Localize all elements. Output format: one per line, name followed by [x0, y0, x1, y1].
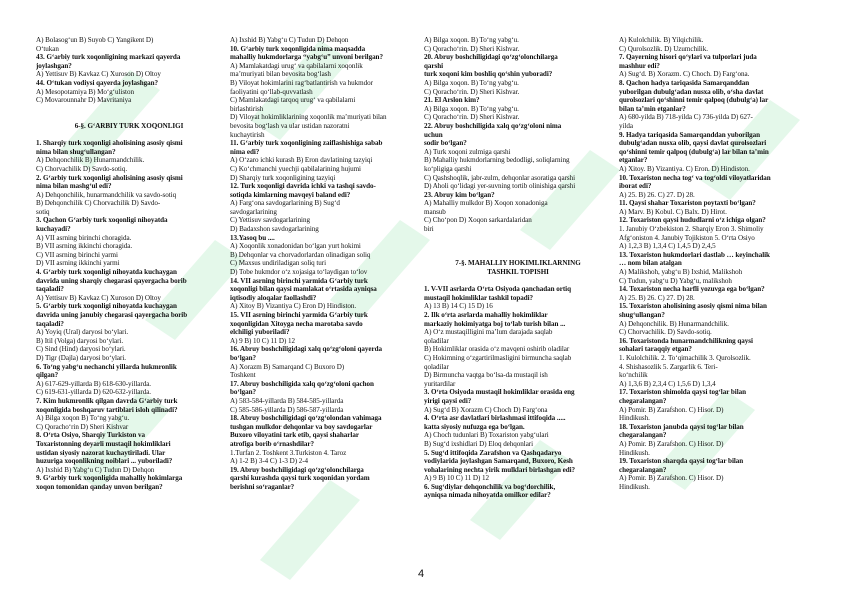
- question-line: 1. Sharqiy turk xoqonligi aholisining asosiy qismi: [36, 139, 183, 148]
- question-line: 14. Toxariston necha harfli yozuvga ega bo‘lgan?: [619, 285, 765, 294]
- answer-line: A) 9 B) 10 C) 11 D) 12: [230, 336, 296, 345]
- question-line: xoqonligida boshqaruv tartiblari isloh qilinadi?: [36, 405, 178, 414]
- answer-line: A) Dehqonchilik B) Hunarmandchilik.: [36, 156, 145, 165]
- question-line: qarshi kurashda qaysi turk xoqonidan yordam: [230, 474, 370, 483]
- question-line: 13.Yasoq bu ....: [230, 233, 275, 242]
- question-line: iborat edi?: [619, 182, 652, 191]
- question-line: 17. Toxariston shimolda qaysi tog‘lar bilan: [619, 388, 747, 397]
- question-line: 1. V-VII asrlarda O‘rta Osiyoda qanchadan ortiq: [424, 285, 571, 294]
- answer-line: A) 13 B) 14 C) 15 D) 16: [424, 302, 493, 311]
- answer-line: A) Pomir. B) Zarafshon. C) Hisor. D): [619, 405, 724, 414]
- answer-line: savdogarlarining: [230, 207, 277, 216]
- question-line: bo‘lgan?: [230, 388, 257, 397]
- question-line: etganlar?: [619, 156, 648, 165]
- answer-line: C) Chorvachilik D) Savdo-sotiq.: [36, 164, 128, 173]
- answer-line: yilda: [619, 121, 633, 130]
- answer-line: A) Turk xoqoni zulmiga qarshi: [424, 147, 511, 156]
- answer-line: C) 619-631-yillarda D) 620-632-yillarda.: [36, 388, 152, 397]
- answer-line: A) Choch tudunlari B) Toxariston yabg‘ulari: [424, 431, 549, 440]
- answer-line: A) Sug‘d. B) Xorazm. C) Choch. D) Farg‘ona.: [619, 70, 750, 79]
- answer-line: Afg‘oniston 4. Janubiy Tojikiston 5. O‘rta Osiyo: [619, 233, 755, 242]
- question-line: sotiqda kimlarning mavqeyi baland edi?: [230, 190, 351, 199]
- question-line: chegaralangan?: [619, 465, 667, 474]
- question-line: xoqon tomonidan qanday unvon berilgan?: [36, 482, 163, 491]
- question-line: 7. Qayerning hisori qo‘ylari va tulporlari juda: [619, 53, 757, 62]
- answer-line: C) Maxsus undiriladigan soliq turi: [230, 259, 327, 268]
- answer-line: A) Mesopotamiya B) Mo‘g‘uliston: [36, 87, 134, 96]
- answer-line: A) Yettisuv B) Kavkaz C) Xuroson D) Oltoy: [36, 293, 161, 302]
- answer-line: D) VII asrning ikkinchi yarmi: [36, 259, 120, 268]
- answer-line: D) Badaxshon savdogarlarining: [230, 225, 319, 234]
- question-line: bilan ta’min etganlar?: [619, 104, 686, 113]
- answer-line: B) Mahalliy hukmdorlarning bedodligi, soliqlarning: [424, 156, 570, 165]
- question-line: ustidan siyosiy nazorat kuchaytiriladi. Ular: [36, 448, 166, 457]
- question-line: 11. Qaysi shahar Toxariston poytaxti bo‘lgan?: [619, 199, 756, 208]
- question-line: huzuriga xoqonlikning noiblari ... yuboriladi?: [36, 457, 173, 466]
- blank-line: [424, 251, 612, 260]
- blank-line: [36, 113, 222, 122]
- answer-line: C) Chorvachilik. D) Savdo-sotiq.: [619, 328, 712, 337]
- question-line: 20. Abruy boshchiligidagi qo‘zg‘olonchilarga: [424, 53, 558, 62]
- question-line: qarshi: [424, 61, 444, 70]
- answer-line: A) Bilga xoqon. B) To‘ng yabg‘u.: [424, 78, 519, 87]
- answer-line: A) Bilga xoqon B) To‘ng yabg‘u.: [36, 414, 130, 423]
- question-line: taqaladi?: [36, 319, 64, 328]
- answer-line: D) Viloyat hokimliklarining xoqonlik ma’muriyati bilan: [230, 113, 387, 122]
- question-line: 5. G‘arbiy turk xoqonligi nihoyatda kuchaygan: [36, 302, 177, 311]
- answer-line: A) Pomir. B) Zarafshon. C) Hisor. D): [619, 439, 724, 448]
- answer-line: C) Ko‘chmanchi yuechji qabilalarining hujumi: [230, 164, 361, 173]
- answer-line: C) Yettisuv savdogarlarining: [230, 216, 310, 225]
- question-line: 9. Hadya tariqasida Samarqanddan yuborilgan: [619, 130, 761, 139]
- question-line: 21. El Arslon kim?: [424, 96, 480, 105]
- answer-line: C) Mamlakatdagi tarqoq urug‘ va qabilalarni: [230, 96, 356, 105]
- question-line: nima edi?: [230, 147, 260, 156]
- answer-line: A) 1,3,6 B) 2,3,4 C) 1,5,6 D) 1,3,4: [619, 379, 716, 388]
- question-line: 9. G‘arbiy turk xoqonligida mahalliy hokimlarga: [36, 474, 183, 483]
- answer-line: C) 585-586-yillarda D) 586-587-yillarda: [230, 405, 344, 414]
- answer-line: A) Malikshoh, yabg‘u B) Ixshid, Malikshoh: [619, 268, 743, 277]
- question-line: mashhur edi?: [619, 61, 660, 70]
- question-line: nima bilan mashg‘ul edi?: [36, 182, 112, 191]
- answer-line: Hindikush.: [619, 448, 650, 457]
- answer-line: A) Sug‘d B) Xorazm C) Choch D) Farg‘ona: [424, 405, 548, 414]
- answer-line: B) Dehqonchilik C) Chorvachilik D) Savdo-: [36, 199, 161, 208]
- answer-line: C) VII asrning birinchi yarmi: [36, 250, 118, 259]
- answer-line: A) 25. B) 26. C) 27. D) 28.: [619, 293, 695, 302]
- answer-line: A) O‘z mustaqilligini ma’lum darajada saqlab: [424, 328, 553, 337]
- question-line: nima bilan shug‘ullangan?: [36, 147, 116, 156]
- answer-line: biri: [424, 225, 434, 234]
- question-line: tushgan mulkdor dehqonlar va boy savdogarlar: [230, 422, 373, 431]
- answer-line: A) Xitoy. B) Vizantiya. C) Eron. D) Hindiston.: [619, 164, 750, 173]
- answer-line: A) Mahalliy mulkdor B) Xoqon xonadoniga: [424, 199, 548, 208]
- answer-line: A) Marv. B) Kobul. C) Balx. D) Hirot.: [619, 207, 727, 216]
- answer-line: ma’muriyati bilan bevosita bog‘lash: [230, 70, 331, 79]
- question-line: 16. Abruy boshchiligidagi xalq qo‘zg‘oloni qayerda: [230, 345, 383, 354]
- answer-line: A) 583-584-yillarda B) 584-585-yillarda: [230, 396, 344, 405]
- section-heading: TASHKIL TOPISHI: [487, 268, 549, 277]
- answer-line: faoliyatini qo‘llab-quvvatlash: [230, 87, 313, 96]
- answer-line: D) Aholi qo‘lidagi yer-suvning tortib olinishiga qarshi: [424, 182, 576, 191]
- answer-line: 4. Shishasozlik 5. Zargarlik 6. Teri-: [619, 362, 718, 371]
- question-line: 12. Toxariston qaysi hududlarni o‘z ichiga olgan?: [619, 216, 766, 225]
- question-line: bo‘lgan?: [230, 353, 257, 362]
- answer-line: bevosita bog‘lash va ular ustidan nazoratni: [230, 121, 350, 130]
- answer-line: D) Tobe hukmdor o‘z xojasiga to‘laydigan to‘lov: [230, 268, 368, 277]
- question-line: 4. O‘rta asr davlatlari birlashmasi ittifoqida .....: [424, 414, 566, 423]
- answer-line: qoladilar: [424, 362, 449, 371]
- section-heading: 7-§. MAHALLIY HOKIMLIKLARNING: [455, 259, 581, 268]
- answer-line: A) Pomir. B) Zarafshon. C) Hisor. D): [619, 474, 724, 483]
- question-line: 6. To‘ng yabg‘u nechanchi yillarda hukmronlik: [36, 362, 177, 371]
- question-line: turk xoqoni kim boshliq qo‘shin yuboradi?: [424, 70, 553, 79]
- answer-line: D) Tigr (Dajla) daryosi bo‘ylari.: [36, 353, 126, 362]
- question-line: mustaqil hokimliklar tashkil topadi?: [424, 293, 534, 302]
- question-line: 2. G‘arbiy turk xoqonligi aholisining asosiy qismi: [36, 173, 183, 182]
- answer-line: A) Ixshid B) Yabg‘u C) Tudun D) Dehqon: [230, 36, 349, 44]
- answer-line: A) Bilga xoqon. B) To‘ng yabg‘u.: [424, 36, 519, 44]
- question-line: 19. Toxariston sharqda qaysi tog‘lar bilan: [619, 457, 744, 466]
- answer-line: A) Bilga xoqon. B) To‘ng yabg‘u.: [424, 104, 519, 113]
- blank-line: [424, 242, 612, 251]
- question-line: 2. Ilk o‘rta asrlarda mahalliy hokimliklar: [424, 311, 548, 319]
- question-line: kuchayadi?: [36, 225, 71, 234]
- answer-line: D) Birmuncha vaqtga bo‘lsa-da mustaqil ish: [424, 371, 548, 380]
- question-line: 18. Toxariston janubda qaysi tog‘lar bilan: [619, 422, 744, 431]
- answer-line: B) VII asrning ikkinchi choragida.: [36, 242, 133, 251]
- answer-line: A) Yoyiq (Ural) daryosi bo‘ylari.: [36, 328, 129, 337]
- answer-line: A) VII asrning birinchi choragida.: [36, 233, 132, 242]
- question-line: Toxaristonning deyarli mustaqil hokimliklari: [36, 439, 171, 448]
- blank-line: [36, 105, 222, 114]
- answer-line: birlashtirish: [230, 104, 264, 113]
- answer-line: C) Qurolsozlik. D) Uzumchilik.: [619, 44, 708, 53]
- page-number: 4: [417, 568, 425, 580]
- answer-line: Hindikush.: [619, 414, 650, 423]
- question-line: uchun: [424, 130, 443, 139]
- answer-line: A) O‘zaro ichki kurash B) Eron davlatining tazyiqi: [230, 156, 373, 165]
- question-line: chegaralangan?: [619, 396, 667, 405]
- question-line: 22. Abruy boshchiligida xalq qo‘zg‘oloni nima: [424, 121, 562, 130]
- question-line: 15. VII asrning birinchi yarmida G‘arbiy turk: [230, 311, 368, 319]
- question-line: davrida uning sharqiy chegarasi qayergacha borib: [36, 276, 187, 285]
- answer-line: sotiq: [36, 207, 50, 216]
- answer-line: A) 25. B) 26. C) 27. D) 28.: [619, 190, 695, 199]
- answer-line: A) Kulolchilik. B) Yilqichilik.: [619, 36, 704, 44]
- answer-line: 1. Kulolchilik. 2. To‘qimachilik 3. Qurolsozlik.: [619, 353, 751, 362]
- question-line: 17. Abruy boshchiligida xalq qo‘zg‘oloni qachon: [230, 379, 374, 388]
- question-line: 13. Toxariston hukmdorlari dastlab … keyinchalik: [619, 250, 770, 259]
- blank-line: [424, 234, 612, 243]
- answer-line: A) Bolasog‘un B) Suyob C) Yangikent D): [36, 36, 154, 44]
- question-line: mahalliy hukmdorlarga “yabg‘u” unvoni berilgan?: [230, 53, 383, 62]
- answer-line: A) 1-2 B) 3-4 C) 1-3 D) 2-4: [230, 457, 309, 466]
- answer-line: yuritardilar: [424, 379, 456, 388]
- question-line: yirigi qaysi edi?: [424, 396, 472, 405]
- answer-line: A) Xoqonlik xonadonidan bo‘lgan yurt hokimi: [230, 242, 361, 251]
- question-line: markaziy hokimiyatga boj to‘lab turish bilan ...: [424, 319, 566, 328]
- answer-line: A) Dehqonchilik. B) Hunarmandchilik.: [619, 319, 729, 328]
- answer-line: B) Viloyat hokimlarini rag‘batlantirish va hukmdor: [230, 78, 373, 87]
- answer-line: mansub: [424, 207, 446, 216]
- answer-line: Hindikush.: [619, 482, 650, 491]
- question-line: taqaladi?: [36, 285, 64, 294]
- answer-line: B) Dehqonlar va chorvadorlardan olinadigan soliq: [230, 250, 371, 259]
- answer-line: C) Qoracho‘rin. D) Sheri Kishvar.: [424, 44, 520, 53]
- question-line: … nom bilan atalgan: [619, 259, 682, 268]
- answer-line: C) Qoracho‘rin D) Sheri Kishvar: [36, 422, 129, 431]
- text-column-3: [424, 36, 612, 581]
- answer-line: A) Xitoy B) Vizantiya C) Eron D) Hindiston.: [230, 302, 357, 311]
- answer-line: A) Mamlakatdagi urug‘ va qabilalarni xoqonlik: [230, 61, 363, 70]
- question-line: 16. Toxaristonda hunarmandchilikning qaysi: [619, 336, 753, 345]
- question-line: 3. O‘rta Osiyoda mustaqil hokimliklar orasida eng: [424, 388, 575, 397]
- answer-line: A) Ixshid B) Yabg‘u C) Tudun D) Dehqon: [36, 465, 155, 474]
- question-line: qilgan?: [36, 371, 59, 380]
- answer-line: ko‘nchilik: [619, 371, 648, 380]
- blank-line: [36, 131, 222, 140]
- question-line: 4. G‘arbiy turk xoqonligi nihoyatda kuchaygan: [36, 268, 177, 277]
- question-line: Buxoro viloyatini tark etib, qaysi shaharlar: [230, 431, 359, 440]
- blank-line: [424, 277, 612, 286]
- question-line: 12. Turk xoqonligi davrida ichki va tashqi savdo-: [230, 182, 376, 191]
- text-column-2: [230, 36, 416, 581]
- answer-line: D) Sharqiy turk xoqonligining tazyiqi: [230, 173, 336, 182]
- text-column-1: [36, 36, 222, 581]
- answer-line: C) Tudun, yabg‘u D) Yabg‘u, malikshoh: [619, 276, 732, 285]
- question-line: 3. Qachon G‘arbiy turk xoqonligi nihoyatda: [36, 216, 168, 225]
- question-line: xoqonligidan Xitoyga necha marotaba savdo: [230, 319, 363, 328]
- question-line: dubulg‘adan nusxa olib, qaysi davlat qurolsozlari: [619, 139, 767, 148]
- answer-line: B) Sug‘d ixshidlari D) Eloq dehqonlari: [424, 439, 534, 448]
- question-line: 19. Abruy boshchiligidagi qo‘zg‘olonchilarga: [230, 465, 364, 474]
- question-line: iqtisodiy aloqalar faollashdi?: [230, 293, 317, 302]
- answer-line: A) 680-yilda B) 718-yilda C) 736-yilda D) 627-: [619, 113, 753, 122]
- question-line: 10. Toxariston necha tog‘ va tog‘oldi viloyatlaridan: [619, 173, 771, 182]
- question-line: qurolsozlari qo‘shinni temir qalpoq (dubulg‘a) lar: [619, 96, 769, 105]
- answer-line: C) Cho‘pon D) Xoqon sarkardalaridan: [424, 216, 532, 225]
- question-line: atrofiga borib o‘rnashdilar?: [230, 439, 314, 448]
- answer-line: C) Movarounnahr D) Mavritaniya: [36, 96, 132, 105]
- answer-line: ko‘pligiga qarshi: [424, 164, 472, 173]
- answer-line: A) Xorazm B) Samarqand C) Buxoro D): [230, 362, 345, 371]
- question-line: joylashgan?: [36, 61, 72, 70]
- section-heading: 6-§. G‘ARBIY TURK XOQONLIGI: [74, 121, 184, 130]
- answer-line: A) 617-629-yillarda B) 618-630-yillarda.: [36, 379, 152, 388]
- question-line: 8. O‘rta Osiyo, Sharqiy Turkiston va: [36, 431, 146, 440]
- answer-line: 1. Janubiy O‘zbekiston 2. Sharqiy Eron 3. Shimoliy: [619, 225, 764, 234]
- question-line: 6. Sug‘diylar dehqonchilik va bog‘dorchilik,: [424, 482, 556, 491]
- question-line: sohalari taraqqiy etgan?: [619, 345, 692, 354]
- question-line: 10. G‘arbiy turk xoqonligida nima maqsadda: [230, 44, 366, 53]
- question-line: 11. G‘arbiy turk xoqonligining zaiflashishiga sabab: [230, 139, 383, 148]
- answer-line: C) Qashshoqlik, jabr-zulm, dehqonlar asoratiga qarshi: [424, 173, 576, 182]
- answer-line: Toshkent: [230, 371, 256, 380]
- answer-line: O‘tukan: [36, 44, 59, 53]
- answer-line: B) Hokimliklar orasida o‘z mavqeni oshirib oladilar: [424, 345, 570, 354]
- question-line: sodir bo‘lgan?: [424, 139, 467, 148]
- question-line: 15. Toxariston aholisining asosiy qismi nima bilan: [619, 302, 767, 311]
- question-line: shug‘ullangan?: [619, 311, 665, 319]
- question-line: berishni so‘raganlar?: [230, 482, 295, 491]
- answer-line: A) Dehqonchilik, hunarmandchilik va savdo-sotiq: [36, 190, 177, 199]
- question-line: katta siyosiy nufuzga ega bo‘lgan.: [424, 422, 525, 431]
- question-line: xoqonligi bilan qaysi mamlakat o‘rtasida ayniqsa: [230, 285, 377, 294]
- answer-line: A) Farg‘ona savdogarlarining B) Sug‘d: [230, 199, 340, 208]
- question-line: elchiligi yuboriladi?: [230, 328, 290, 337]
- question-line: 18. Abruy boshchiligidagi qo‘zg‘olondan vahimaga: [230, 414, 382, 423]
- answer-line: 1.Turfan 2. Toshkent 3.Turkiston 4. Taroz: [230, 448, 347, 457]
- question-line: yuborilgan dubulg‘adan nusxa olib, o‘sha davlat: [619, 87, 764, 96]
- question-line: 8. Qachon hadya tariqasida Samarqanddan: [619, 78, 750, 87]
- text-column-4: [619, 36, 807, 581]
- question-line: 5. Sug‘d ittifoqida Zarafshon va Qashqadaryo: [424, 448, 562, 457]
- question-line: vohalarining nechta yirik mulklari birlashgan edi?: [424, 465, 576, 474]
- question-line: 43. G‘arbiy turk xoqonligining markazi qayerda: [36, 53, 181, 62]
- answer-line: qoladilar: [424, 336, 449, 345]
- answer-line: C) Qoracho‘rin. D) Sheri Kishvar.: [424, 87, 520, 96]
- question-line: ayniqsa nimada nihoyatda omilkor edilar?: [424, 491, 551, 500]
- answer-line: B) Itil (Volga) daryosi bo‘ylari.: [36, 336, 124, 345]
- question-line: vodiylarida joylashgan Samarqand, Buxoro, Kesh: [424, 457, 573, 466]
- question-line: qo‘shinni temir qalpoq (dubulg‘a) lar bilan ta’min: [619, 147, 769, 156]
- answer-line: A) 1,2,3 B) 1,3,4 C) 1,4,5 D) 2,4,5: [619, 242, 716, 251]
- answer-line: C) Sind (Hind) daryosi bo‘ylari.: [36, 345, 126, 354]
- answer-line: kuchaytirish: [230, 130, 265, 139]
- answer-line: C) Hokimning o‘zgartirilmasligini birmuncha saqlab: [424, 353, 572, 362]
- question-line: 14. VII asrning birinchi yarmida G‘arbiy turk: [230, 276, 368, 285]
- answer-line: A) Yettisuv B) Kavkaz C) Xuroson D) Oltoy: [36, 70, 161, 79]
- question-line: chegaralangan?: [619, 431, 667, 440]
- question-line: 23. Abruy kim bo‘lgan?: [424, 190, 495, 199]
- question-line: 7. Kim hukmronlik qilgan davrda G‘arbiy turk: [36, 396, 178, 405]
- answer-line: A) 9 B) 10 C) 11 D) 12: [424, 474, 490, 483]
- question-line: 44. O‘tukan vodiysi qayerda joylashgan?: [36, 78, 159, 87]
- answer-line: C) Qoracho‘rin. D) Sheri Kishvar.: [424, 113, 520, 122]
- question-line: davrida uning janubiy chegarasi qayergacha borib: [36, 311, 188, 319]
